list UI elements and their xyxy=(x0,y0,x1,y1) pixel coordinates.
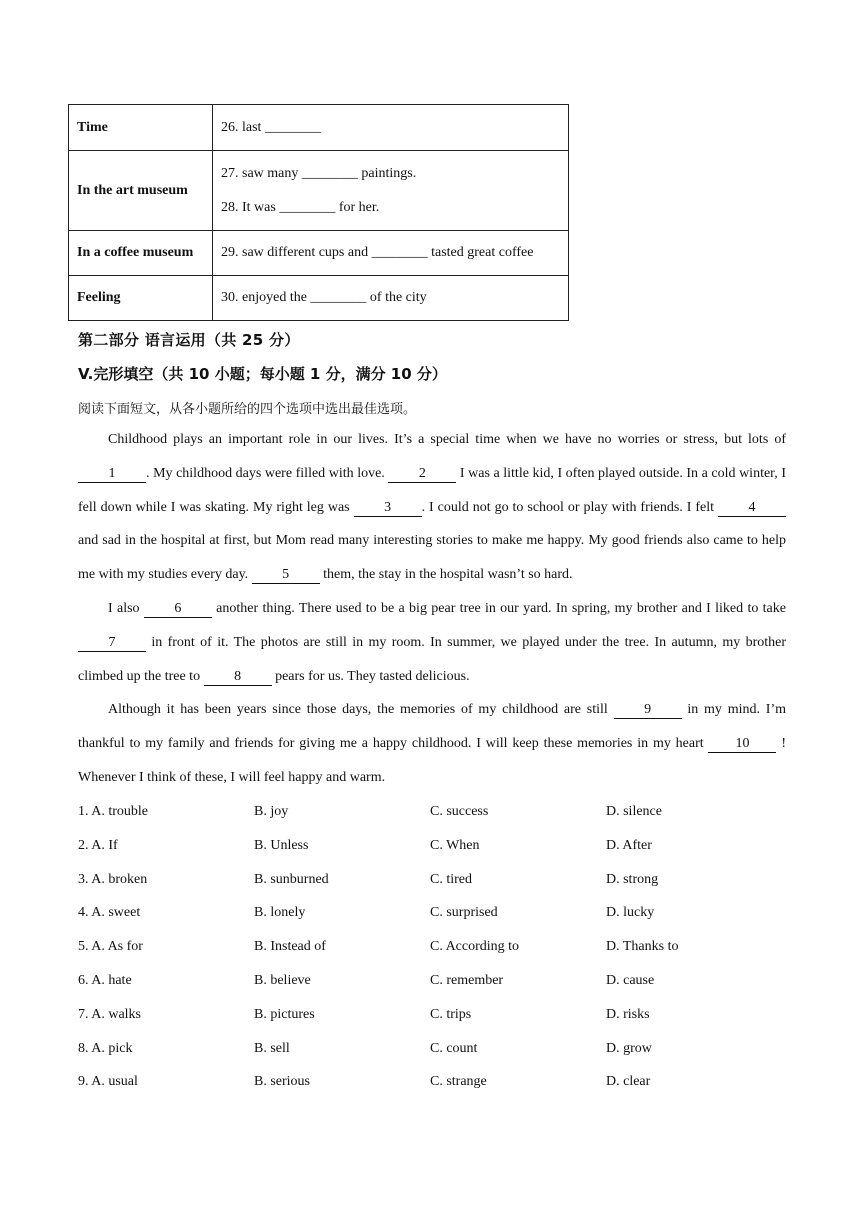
reading-answer-table xyxy=(68,104,569,321)
blank-8: 8 xyxy=(204,669,272,686)
question-row xyxy=(78,800,798,834)
blank-10: 10 xyxy=(708,736,776,753)
table-row xyxy=(69,105,569,151)
passage-paragraph xyxy=(78,592,786,693)
blank-5: 5 xyxy=(252,567,320,584)
table-cell: 29. saw different cups and ________ tasted great coffee xyxy=(213,231,569,276)
instruction-text: 阅读下面短文，从各小题所给的四个选项中选出最佳选项。 xyxy=(78,402,417,417)
passage-text: pears for us. They tasted delicious. xyxy=(271,668,470,684)
table-cell: 30. enjoyed the ________ of the city xyxy=(213,276,569,321)
table-row-label: In the art museum xyxy=(69,151,213,231)
blank-4: 4 xyxy=(718,500,786,517)
option-c: C. strange xyxy=(430,1074,487,1090)
table-row xyxy=(69,151,569,231)
passage-text: I was a little kid, I often played outside. In a cold winter, I fell down while I was skating. My right leg was xyxy=(78,465,786,515)
option-c: C. When xyxy=(430,837,480,853)
option-b: B. sell xyxy=(254,1040,290,1056)
question-options xyxy=(78,800,798,1104)
passage-text: Although it has been years since those days, the memories of my childhood are still xyxy=(108,702,614,718)
blank-7: 7 xyxy=(78,635,146,652)
question-row xyxy=(78,868,798,902)
option-b: B. sunburned xyxy=(254,871,329,887)
option-b: B. pictures xyxy=(254,1006,315,1022)
blank-9: 9 xyxy=(614,702,682,719)
passage-text: . My childhood days were filled with love. xyxy=(146,465,389,481)
option-c: C. count xyxy=(430,1040,478,1056)
table-cell: 26. last ________ xyxy=(213,105,569,151)
option-a: 7. A. walks xyxy=(78,1006,141,1022)
option-c: C. surprised xyxy=(430,905,498,921)
question-row xyxy=(78,1070,798,1104)
option-a: 3. A. broken xyxy=(78,871,148,887)
option-b: B. Instead of xyxy=(254,939,326,955)
option-d: D. lucky xyxy=(606,905,655,921)
option-b: B. Unless xyxy=(254,837,309,853)
passage-paragraph xyxy=(78,693,786,794)
option-d: D. clear xyxy=(606,1074,651,1090)
table-cell-line: 27. saw many ________ paintings. xyxy=(221,165,417,181)
blank-1: 1 xyxy=(78,466,146,483)
option-d: D. grow xyxy=(606,1040,652,1056)
question-row xyxy=(78,901,798,935)
passage-text: in front of it. The photos are still in my room. In summer, we played under the tree. In autumn, my brother climbed up the tree to xyxy=(78,634,786,684)
passage-paragraph xyxy=(78,423,786,592)
question-row xyxy=(78,969,798,1003)
passage-text: I also xyxy=(108,600,144,616)
option-d: D. strong xyxy=(606,871,659,887)
option-b: B. believe xyxy=(254,972,311,988)
option-a: 5. A. As for xyxy=(78,939,143,955)
option-a: 4. A. sweet xyxy=(78,905,141,921)
option-a: 6. A. hate xyxy=(78,972,132,988)
option-d: D. cause xyxy=(606,972,655,988)
option-c: C. tired xyxy=(430,871,472,887)
passage-text: them, the stay in the hospital wasn’t so hard. xyxy=(319,567,573,583)
option-b: B. serious xyxy=(254,1074,310,1090)
passage-text: . I could not go to school or play with friends. I felt xyxy=(421,499,718,515)
question-row xyxy=(78,1037,798,1071)
passage-text: another thing. There used to be a big pear tree in our yard. In spring, my brother and I liked to take xyxy=(211,600,786,616)
option-a: 1. A. trouble xyxy=(78,804,148,819)
option-b: B. joy xyxy=(254,804,289,819)
passage-text: ! Whenever I think of these, I will feel happy and warm. xyxy=(78,736,786,785)
blank-6: 6 xyxy=(144,601,212,618)
table-row xyxy=(69,231,569,276)
blank-3: 3 xyxy=(354,500,422,517)
option-a: 2. A. If xyxy=(78,837,118,853)
question-row xyxy=(78,1003,798,1037)
passage-text: and sad in the hospital at first, but Mom read many interesting stories to make me happy. My good friends also came to help me with my studies every day. xyxy=(78,533,786,583)
option-b: B. lonely xyxy=(254,905,306,921)
table-row-label: Time xyxy=(69,105,213,151)
option-c: C. trips xyxy=(430,1006,472,1022)
blank-2: 2 xyxy=(388,466,456,483)
table-row-label: In a coffee museum xyxy=(69,231,213,276)
passage-text: Childhood plays an important role in our lives. It’s a special time when we have no worries or stress, but lots of xyxy=(108,432,786,447)
table-cell xyxy=(213,151,569,231)
option-c: C. success xyxy=(430,804,489,819)
option-c: C. According to xyxy=(430,939,520,955)
section-title: 第二部分 语言运用（共 25 分） xyxy=(78,331,300,349)
question-row xyxy=(78,935,798,969)
option-a: 8. A. pick xyxy=(78,1040,133,1056)
option-d: D. Thanks to xyxy=(606,939,679,955)
table-row-label: Feeling xyxy=(69,276,213,321)
passage-text: in my mind. I’m thankful to my family and friends for giving me a happy childhood. I will keep these memories in my heart xyxy=(78,702,786,752)
cloze-subtitle: V.完形填空（共 10 小题；每小题 1 分，满分 10 分） xyxy=(78,365,447,383)
option-c: C. remember xyxy=(430,972,504,988)
option-d: D. After xyxy=(606,837,652,853)
table-cell-line: 28. It was ________ for her. xyxy=(221,199,380,215)
option-a: 9. A. usual xyxy=(78,1074,138,1090)
table-row xyxy=(69,276,569,321)
cloze-passage xyxy=(78,423,786,795)
option-d: D. risks xyxy=(606,1006,650,1022)
question-row xyxy=(78,834,798,868)
option-d: D. silence xyxy=(606,804,662,819)
